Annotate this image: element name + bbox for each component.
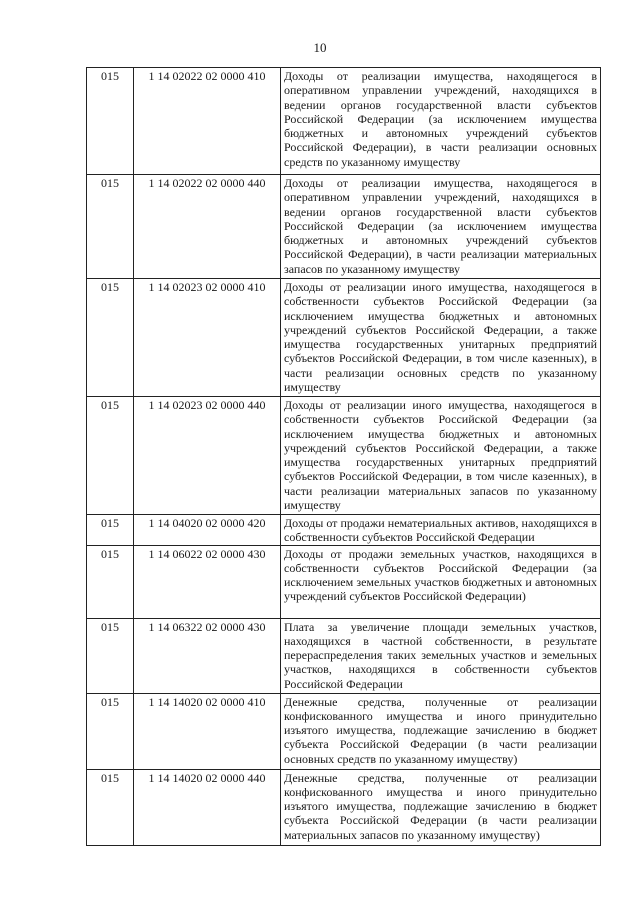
table-row: [87, 397, 601, 515]
revenue-name-cell: Денежные средства, полученные от реализации конфискованного имущества и иного принудительно изъятого имущества, подлежащие зачислению в бюджет субъекта Российской Федерации (в части реализации основных средств по указанному имуществу): [281, 693, 601, 769]
admin-code-cell: 015: [87, 618, 134, 693]
admin-code-cell: 015: [87, 515, 134, 546]
admin-code-cell: 015: [87, 175, 134, 279]
table-row: [87, 279, 601, 397]
revenue-name-cell: Доходы от реализации иного имущества, находящегося в собственности субъектов Российской Федерации (за исключением имущества бюджетных и автономных учреждений субъектов Российской Федерации, а также имущества государственных унитарных предприятий субъектов Российской Федерации, в том числе казенных), в части реализации материальных запасов по указанному имуществу: [281, 397, 601, 515]
revenue-name-cell: Доходы от продажи нематериальных активов, находящихся в собственности субъектов Российской Федерации: [281, 515, 601, 546]
revenue-name-cell: Плата за увеличение площади земельных участков, находящихся в частной собственности, в результате перераспределения таких земельных участков и земельных участков, находящихся в собственности субъектов Российской Федерации: [281, 618, 601, 693]
revenue-code-cell: 1 14 04020 02 0000 420: [134, 515, 281, 546]
revenue-code-cell: 1 14 02023 02 0000 440: [134, 397, 281, 515]
table-row: [87, 545, 601, 618]
revenue-name-cell: Доходы от продажи земельных участков, находящихся в собственности субъектов Российской Федерации (за исключением земельных участков бюджетных и автономных учреждений субъектов Российской Федерации): [281, 545, 601, 618]
table-row: [87, 693, 601, 769]
revenue-code-cell: 1 14 14020 02 0000 410: [134, 693, 281, 769]
revenue-code-cell: 1 14 02022 02 0000 440: [134, 175, 281, 279]
page-number: 10: [313, 40, 327, 55]
table-row: [87, 175, 601, 279]
admin-code-cell: 015: [87, 279, 134, 397]
revenue-code-cell: 1 14 02023 02 0000 410: [134, 279, 281, 397]
revenue-code-cell: 1 14 02022 02 0000 410: [134, 68, 281, 175]
admin-code-cell: 015: [87, 545, 134, 618]
revenue-code-cell: 1 14 06322 02 0000 430: [134, 618, 281, 693]
revenue-name-cell: Доходы от реализации имущества, находящегося в оперативном управлении учреждений, находящихся в ведении органов государственной власти субъектов Российской Федерации (за исключением имущества бюджетных и автономных учреждений субъектов Российской Федерации), в части реализации основных средств по указанному имуществу: [281, 68, 601, 175]
table-row: [87, 618, 601, 693]
table-row: [87, 68, 601, 175]
table-row: [87, 769, 601, 845]
revenue-code-cell: 1 14 14020 02 0000 440: [134, 769, 281, 845]
revenue-name-cell: Доходы от реализации имущества, находящегося в оперативном управлении учреждений, находящихся в ведении органов государственной власти субъектов Российской Федерации (за исключением имущества бюджетных и автономных учреждений субъектов Российской Федерации), в части реализации материальных запасов по указанному имуществу: [281, 175, 601, 279]
revenue-code-cell: 1 14 06022 02 0000 430: [134, 545, 281, 618]
admin-code-cell: 015: [87, 693, 134, 769]
admin-code-cell: 015: [87, 769, 134, 845]
admin-code-cell: 015: [87, 397, 134, 515]
revenue-name-cell: Денежные средства, полученные от реализации конфискованного имущества и иного принудительно изъятого имущества, подлежащие зачислению в бюджет субъекта Российской Федерации (в части реализации материальных запасов по указанному имуществу): [281, 769, 601, 845]
revenue-name-cell: Доходы от реализации иного имущества, находящегося в собственности субъектов Российской Федерации (за исключением имущества бюджетных и автономных учреждений субъектов Российской Федерации, а также имущества государственных унитарных предприятий субъектов Российской Федерации, в том числе казенных), в части реализации основных средств по указанному имуществу: [281, 279, 601, 397]
table-row: [87, 515, 601, 546]
admin-code-cell: 015: [87, 68, 134, 175]
revenue-codes-table: [86, 67, 601, 846]
